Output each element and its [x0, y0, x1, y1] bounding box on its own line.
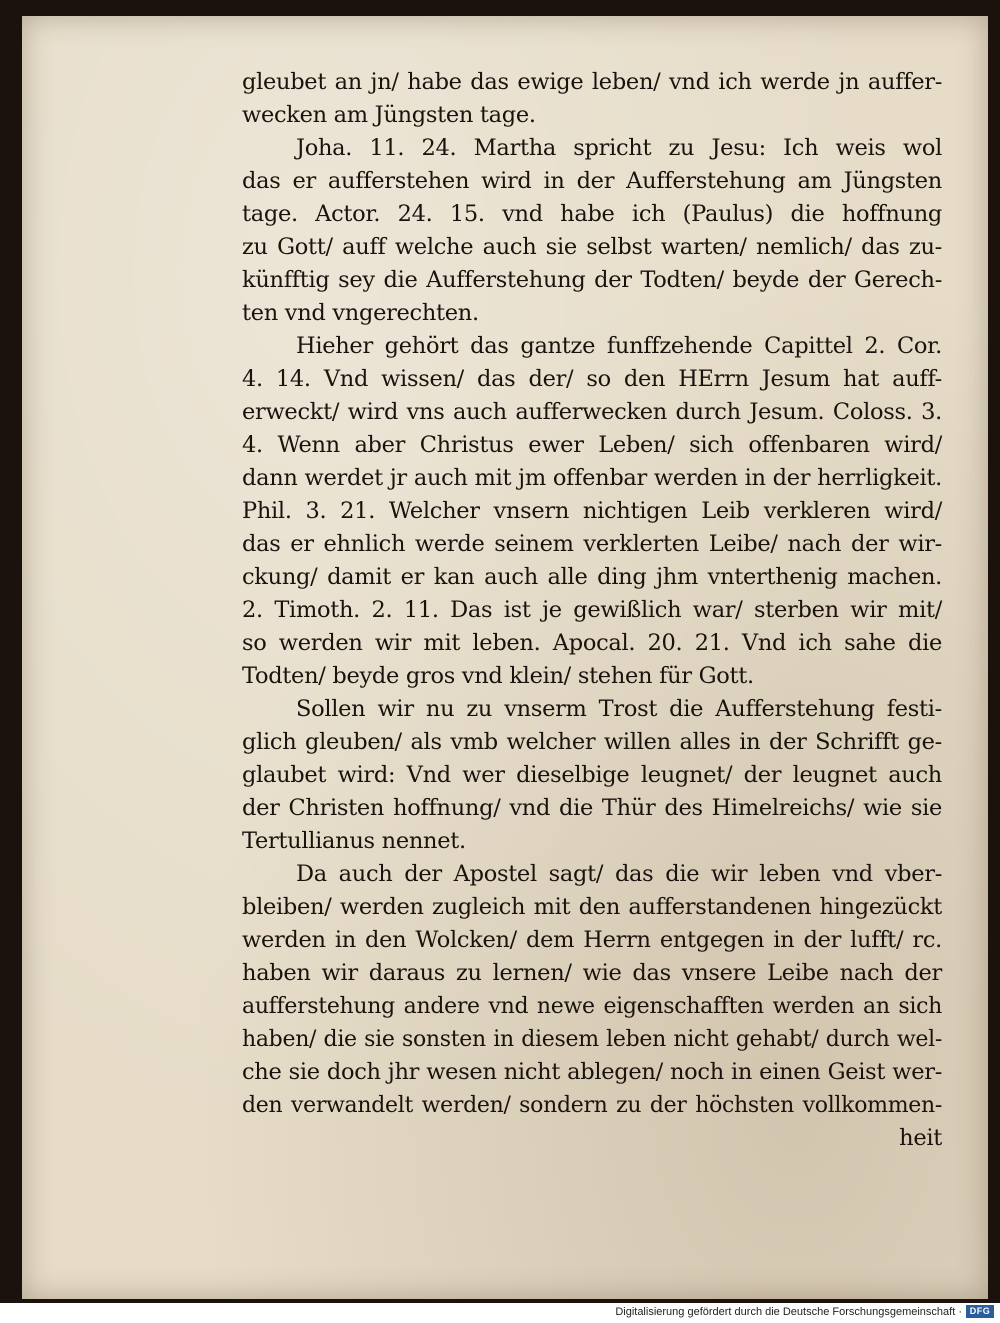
text-line: das er ehnlich werde seinem verklerten Leibe/ nach der wir- — [242, 531, 942, 557]
text-line: zu Gott/ auff welche auch sie selbst warten/ nemlich/ das zu- — [242, 234, 942, 260]
text-line: haben wir daraus zu lernen/ wie das vnsere Leibe nach der — [242, 960, 942, 986]
text-line: Tertullianus nennet. — [242, 828, 466, 854]
text-line: wecken am Jüngsten tage. — [242, 102, 536, 128]
text-line: Phil. 3. 21. Welcher vnsern nichtigen Leib verkleren wird/ — [242, 498, 942, 524]
text-line: ckung/ damit er kan auch alle ding jhm vnterthenig machen. — [242, 564, 942, 590]
funding-credit: Digitalisierung gefördert durch die Deutsche Forschungsgemeinschaft · — [615, 1306, 962, 1318]
text-line: erweckt/ wird vns auch aufferwecken durch Jesum. Coloss. 3. — [242, 399, 942, 425]
text-line: Joha. 11. 24. Martha spricht zu Jesu: Ich weis wol — [296, 135, 942, 161]
text-line: das er aufferstehen wird in der Aufferstehung am Jüngsten — [242, 168, 942, 194]
text-line: ten vnd vngerechten. — [242, 300, 479, 326]
text-line: Hieher gehört das gantze funffzehende Capittel 2. Cor. — [296, 333, 942, 359]
catchword: heit — [899, 1125, 942, 1151]
text-line: haben/ die sie sonsten in diesem leben nicht gehabt/ durch wel- — [242, 1027, 942, 1052]
text-line: gleubet an jn/ habe das ewige leben/ vnd ich werde jn auffer- — [242, 69, 942, 95]
text-line: 2. Timoth. 2. 11. Das ist je gewißlich war/ sterben wir mit/ — [242, 597, 942, 623]
text-line: künfftig sey die Aufferstehung der Todten/ beyde der Gerech- — [242, 267, 942, 293]
text-line: Sollen wir nu zu vnserm Trost die Aufferstehung festi- — [296, 696, 942, 722]
text-line: Da auch der Apostel sagt/ das die wir leben vnd vber- — [296, 861, 942, 887]
dfg-logo-icon: DFG — [966, 1305, 994, 1318]
text-line: 4. Wenn aber Christus ewer Leben/ sich offenbaren wird/ — [242, 432, 942, 458]
text-line: so werden wir mit leben. Apocal. 20. 21. Vnd ich sahe die — [242, 630, 942, 656]
text-line: che sie doch jhr wesen nicht ablegen/ noch in einen Geist wer- — [242, 1059, 942, 1085]
text-line: der Christen hoffnung/ vnd die Thür des Himelreichs/ wie sie — [242, 795, 942, 821]
text-line: 4. 14. Vnd wissen/ das der/ so den HErrn Jesum hat auff- — [242, 366, 942, 392]
text-line: glich gleuben/ als vmb welcher willen alles in der Schrifft ge- — [242, 729, 942, 755]
text-line: dann werdet jr auch mit jm offenbar werden in der herrligkeit. — [242, 465, 942, 491]
text-line: glaubet wird: Vnd wer dieselbige leugnet/ der leugnet auch — [242, 762, 942, 788]
text-line: tage. Actor. 24. 15. vnd habe ich (Paulus) die hoffnung — [242, 201, 942, 227]
text-line: aufferstehung andere vnd newe eigenschafften werden an sich — [242, 994, 942, 1019]
page-text — [242, 66, 942, 1155]
text-line: den verwandelt werden/ sondern zu der höchsten vollkommen- — [242, 1093, 942, 1118]
text-line: bleiben/ werden zugleich mit den aufferstandenen hingezückt — [242, 894, 942, 920]
text-line: Todten/ beyde gros vnd klein/ stehen für Gott. — [242, 663, 754, 689]
text-line: werden in den Wolcken/ dem Herrn entgegen in der lufft/ rc. — [242, 927, 942, 953]
